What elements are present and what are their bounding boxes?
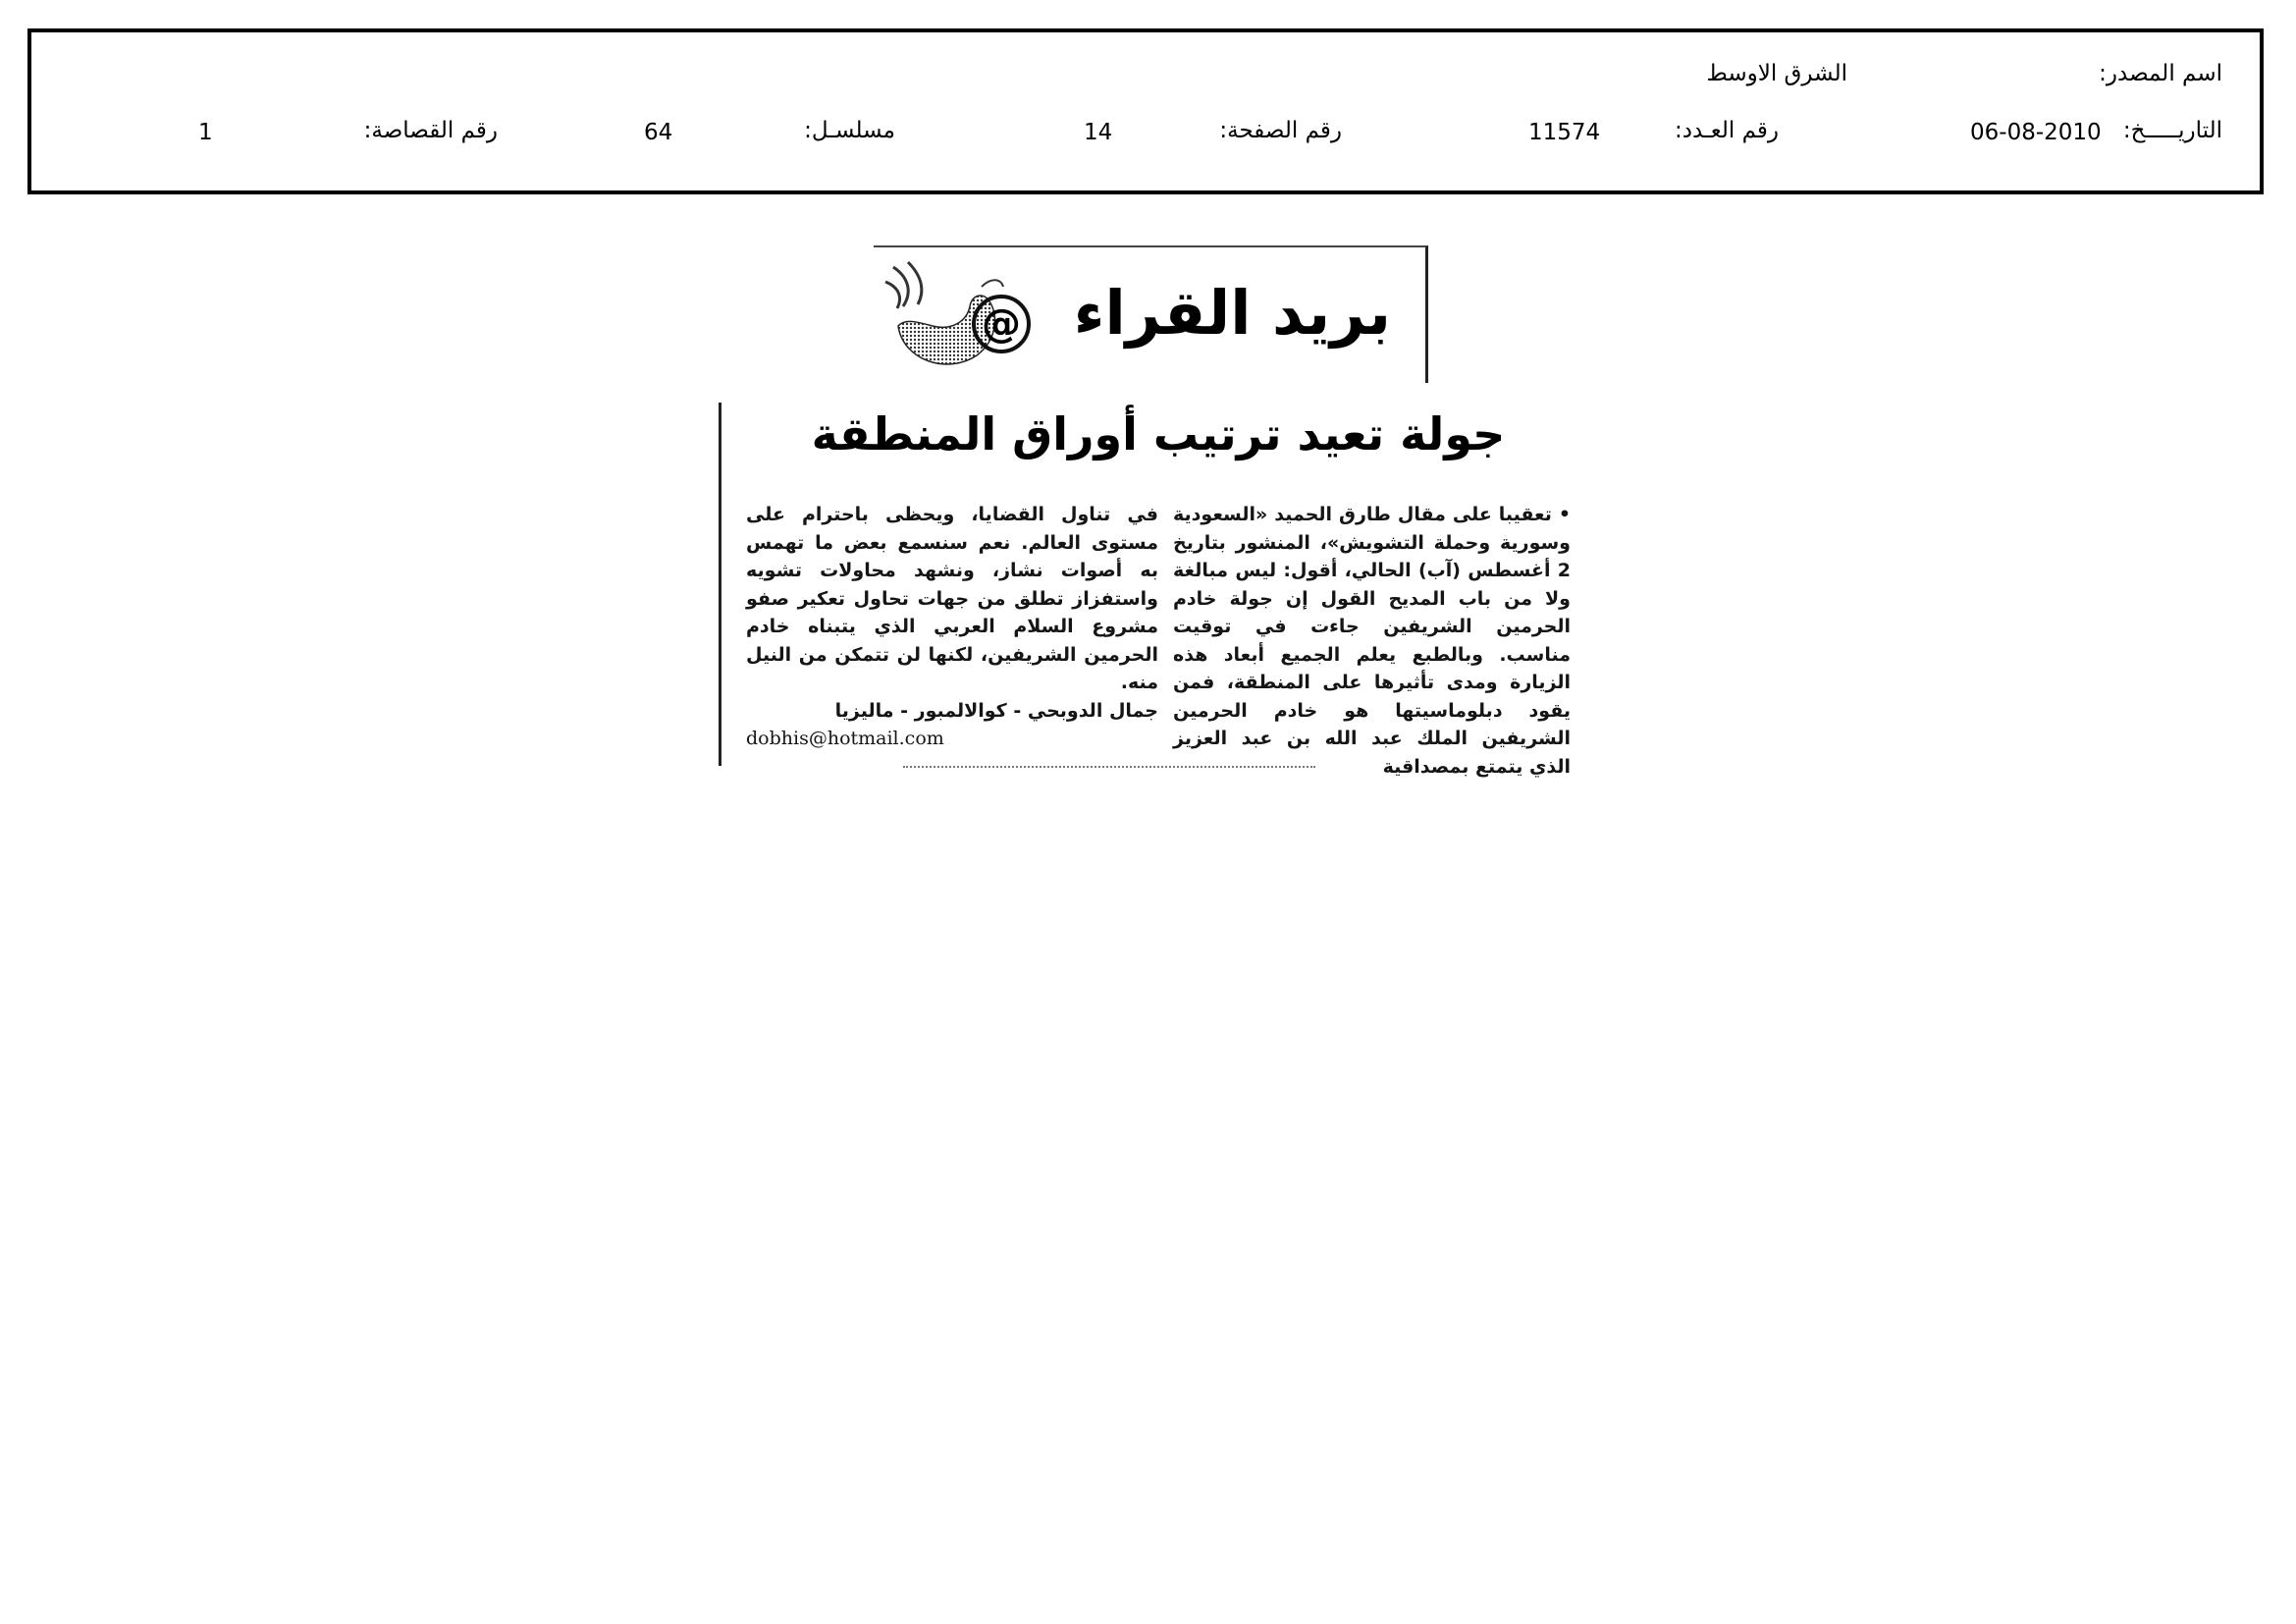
serial-label: مسلسـل: — [804, 118, 895, 143]
issue-value: 11574 — [1528, 120, 1601, 145]
serial-value: 64 — [644, 120, 673, 145]
author-signature: جمال الدوبحي - كوالالمبور - ماليزيا — [834, 699, 1158, 722]
issue-label: رقم العـدد: — [1674, 118, 1779, 143]
source-value: الشرق الاوسط — [1706, 61, 1847, 86]
article-headline: جولة تعيد ترتيب أوراق المنطقة — [811, 407, 1506, 460]
at-symbol-icon: @ — [972, 295, 1031, 353]
author-email: dobhis@hotmail.com — [746, 728, 944, 749]
page-value: 14 — [1084, 120, 1113, 145]
date-label: التاريـــــخ: — [2122, 118, 2222, 143]
article-body-continued: في تناول القضايا، ويحظى باحترام على مستوى العالم. نعم سنسمع بعض ما تهمس به أصوات نشاز، ونشهد محاولات تشويه واستفزاز تطلق من جهات تحاول تعكير صفو مشروع السلام العربي الذي يتبناه خادم الحرمين الشريفين، لكنها لن تتمكن من النيل منه. — [746, 504, 1158, 693]
metadata-header-box — [27, 28, 2264, 194]
page-label: رقم الصفحة: — [1219, 118, 1342, 143]
newspaper-clipping — [677, 241, 1639, 776]
article-column-right: • تعقيبا على مقال طارق الحميد «السعودية وسورية وحملة التشويش»، المنشور بتاريخ 2 أغسطس (آب) الحالي، أقول: ليس مبالغة ولا من باب المديح القول إن جولة خادم الحرمين الشريفين جاءت في توقيت مناسب. وبالطبع يعلم الجميع أبعاد هذه الزيارة ومدى تأثيرها على المنطقة، فمن يقود دبلوماسيتها هو خادم الحرمين الشريفين الملك عبد الله بن عبد العزيز الذي يتمتع بمصداقية — [1173, 504, 1571, 778]
masthead — [874, 245, 1428, 383]
article-column-left — [746, 501, 1158, 753]
masthead-title: بريد القراء — [1073, 277, 1391, 349]
clipping-label: رقم القصاصة: — [363, 118, 498, 143]
column-rule — [719, 403, 721, 766]
source-label: اسم المصدر: — [2099, 61, 2222, 86]
clipping-value: 1 — [198, 120, 213, 145]
date-value: 06-08-2010 — [1970, 120, 2102, 145]
